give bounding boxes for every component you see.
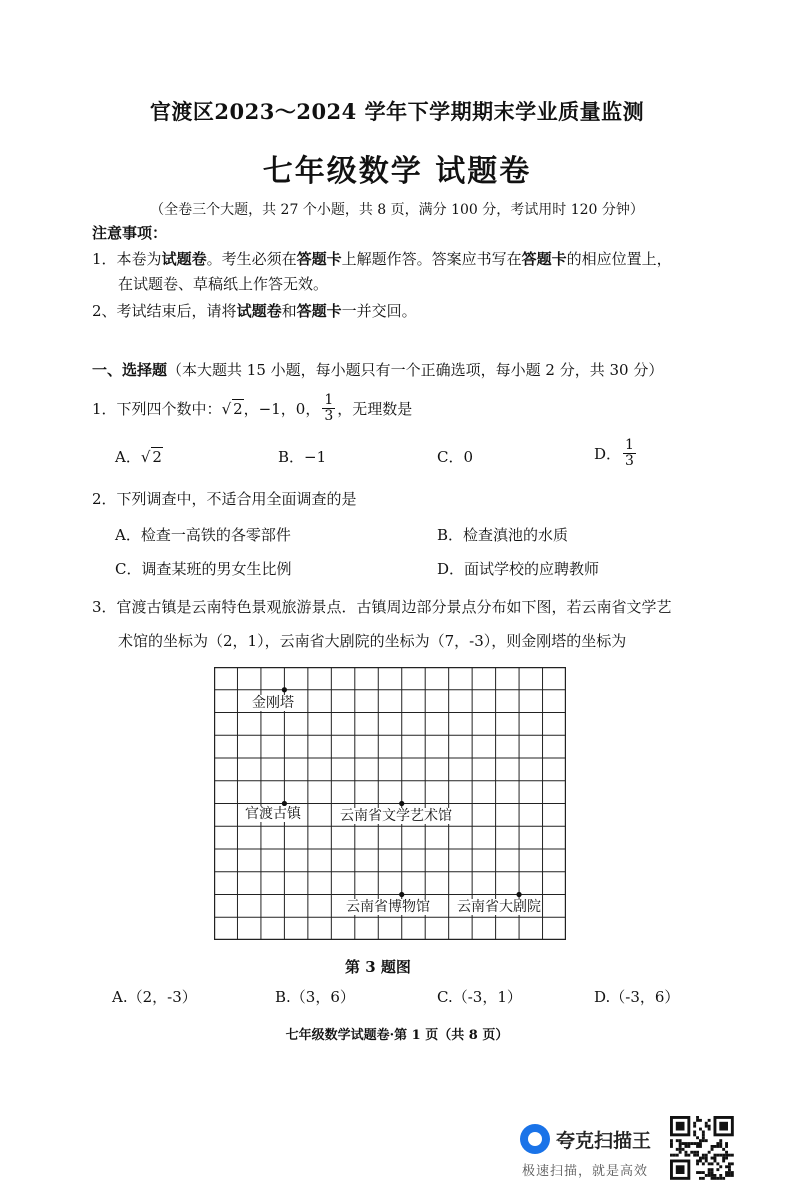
exam-title-line1: 官渡区2023～2024 学年下学期期末学业质量监测 xyxy=(149,99,645,124)
q1-fraction xyxy=(322,393,335,424)
point-jingangta xyxy=(282,687,287,692)
q2-option-c: C．调查某班的男女生比例 xyxy=(115,560,292,578)
label-jingangta: 金刚塔 xyxy=(252,695,294,711)
q3-figure-caption: 第 3 题图 xyxy=(345,958,411,976)
q3-stem-line2: 术馆的坐标为（2，1），云南省大剧院的坐标为（7，-3），则金刚塔的坐标为 xyxy=(118,632,627,650)
q1-option-d xyxy=(594,438,638,469)
exam-subtitle: （全卷三个大题，共 27 个小题，共 8 页，满分 100 分，考试用时 120 分钟） xyxy=(150,202,644,218)
notice-item-2-text-d: 答题卡 xyxy=(296,302,342,320)
option-label: A． xyxy=(115,448,141,466)
section1-label: 一、选择题 xyxy=(92,361,168,379)
section1-desc: （本大题共 15 小题，每小题只有一个正确选项，每小题 2 分，共 30 分） xyxy=(167,361,664,379)
notice-item-1-num: 1． xyxy=(92,250,117,268)
page-footer: 七年级数学试题卷·第 1 页（共 8 页） xyxy=(285,1028,509,1043)
notice-item-1-text-d: 答题卡 xyxy=(296,250,342,268)
sqrt-sign: √ xyxy=(140,448,151,466)
label-grand-theater: 云南省大剧院 xyxy=(457,899,541,915)
notice-item-2-num: 2、 xyxy=(92,302,117,320)
fraction-numerator: 1 xyxy=(324,392,334,408)
notice-item-2-text-a: 考试结束后，请将 xyxy=(116,302,237,320)
q3-stem-text: 官渡古镇是云南特色景观旅游景点．古镇周边部分景点分布如下图，若云南省文学艺 xyxy=(116,598,672,616)
notice-item-2-text-c: 和 xyxy=(281,302,297,320)
fraction-denominator: 3 xyxy=(324,408,334,424)
q2-option-d: D．面试学校的应聘教师 xyxy=(437,560,600,578)
scanner-tagline: 极速扫描，就是高效 xyxy=(522,1164,649,1179)
notice-item-1-text-f: 答题卡 xyxy=(521,250,567,268)
q1-sqrt xyxy=(222,399,244,418)
q1-option-b: B．−1 xyxy=(278,448,327,466)
notice-heading: 注意事项： xyxy=(92,224,168,242)
q1-option-c: C．0 xyxy=(437,448,474,466)
q3-option-d: D.（-3，6） xyxy=(594,988,680,1006)
notice-item-2 xyxy=(92,300,417,321)
notice-item-1-text-b: 试题卷 xyxy=(161,250,207,268)
point-literature-art-museum xyxy=(399,801,404,806)
q1-stem-text-c: ，无理数是 xyxy=(337,400,413,418)
q2-option-a: A．检查一高铁的各零部件 xyxy=(115,526,291,544)
q1-number: 1． xyxy=(92,400,117,418)
q1-stem-text-a: 下列四个数中： xyxy=(116,400,222,418)
q2-stem-text: 下列调查中，不适合用全面调查的是 xyxy=(116,490,357,508)
scanner-brand-name: 夸克扫描王 xyxy=(556,1130,652,1152)
exam-title-line2: 七年级数学 试题卷 xyxy=(262,154,532,189)
qr-code-icon xyxy=(670,1116,734,1180)
notice-item-1 xyxy=(92,248,672,269)
fraction-numerator: 1 xyxy=(625,437,634,453)
scanner-logo-icon xyxy=(520,1124,550,1154)
q2-number: 2． xyxy=(92,490,117,508)
q1-stem xyxy=(92,393,412,424)
section1-heading xyxy=(92,359,663,380)
notice-item-1-text-g: 的相应位置上， xyxy=(566,250,672,268)
sqrt-radicand: 2 xyxy=(152,448,162,466)
fraction-denominator: 3 xyxy=(625,453,634,469)
notice-item-1-line2: 在试题卷、草稿纸上作答无效。 xyxy=(118,275,329,293)
notice-item-1-text-a: 本卷为 xyxy=(116,250,162,268)
notice-item-2-text-e: 一并交回。 xyxy=(341,302,417,320)
q3-option-a: A.（2，-3） xyxy=(112,988,197,1006)
sqrt-radicand: 2 xyxy=(233,400,243,418)
q1-stem-text-b: ，−1，0， xyxy=(243,400,321,418)
label-yunnan-museum: 云南省博物馆 xyxy=(346,899,430,915)
q2-stem xyxy=(92,488,357,509)
label-guandu-town: 官渡古镇 xyxy=(245,806,301,822)
q3-stem-line1 xyxy=(92,596,672,617)
point-yunnan-museum xyxy=(399,892,404,897)
point-grand-theater xyxy=(516,892,521,897)
q3-number: 3． xyxy=(92,598,117,616)
q1-option-d-fraction xyxy=(623,438,636,469)
q3-option-c: C.（-3，1） xyxy=(437,988,522,1006)
q2-option-b: B．检查滇池的水质 xyxy=(437,526,569,544)
q3-figure-grid xyxy=(214,667,566,940)
q3-option-b: B.（3，6） xyxy=(275,988,355,1006)
label-literature-art-museum: 云南省文学艺术馆 xyxy=(340,808,452,824)
sqrt-sign: √ xyxy=(221,400,232,418)
notice-item-1-text-e: 上解题作答。答案应书写在 xyxy=(341,250,522,268)
q1-option-a xyxy=(115,446,163,467)
scanner-watermark xyxy=(520,1120,668,1180)
option-label: D． xyxy=(594,445,622,463)
notice-item-1-text-c: 。考生必须在 xyxy=(206,250,297,268)
notice-item-2-text-b: 试题卷 xyxy=(236,302,282,320)
